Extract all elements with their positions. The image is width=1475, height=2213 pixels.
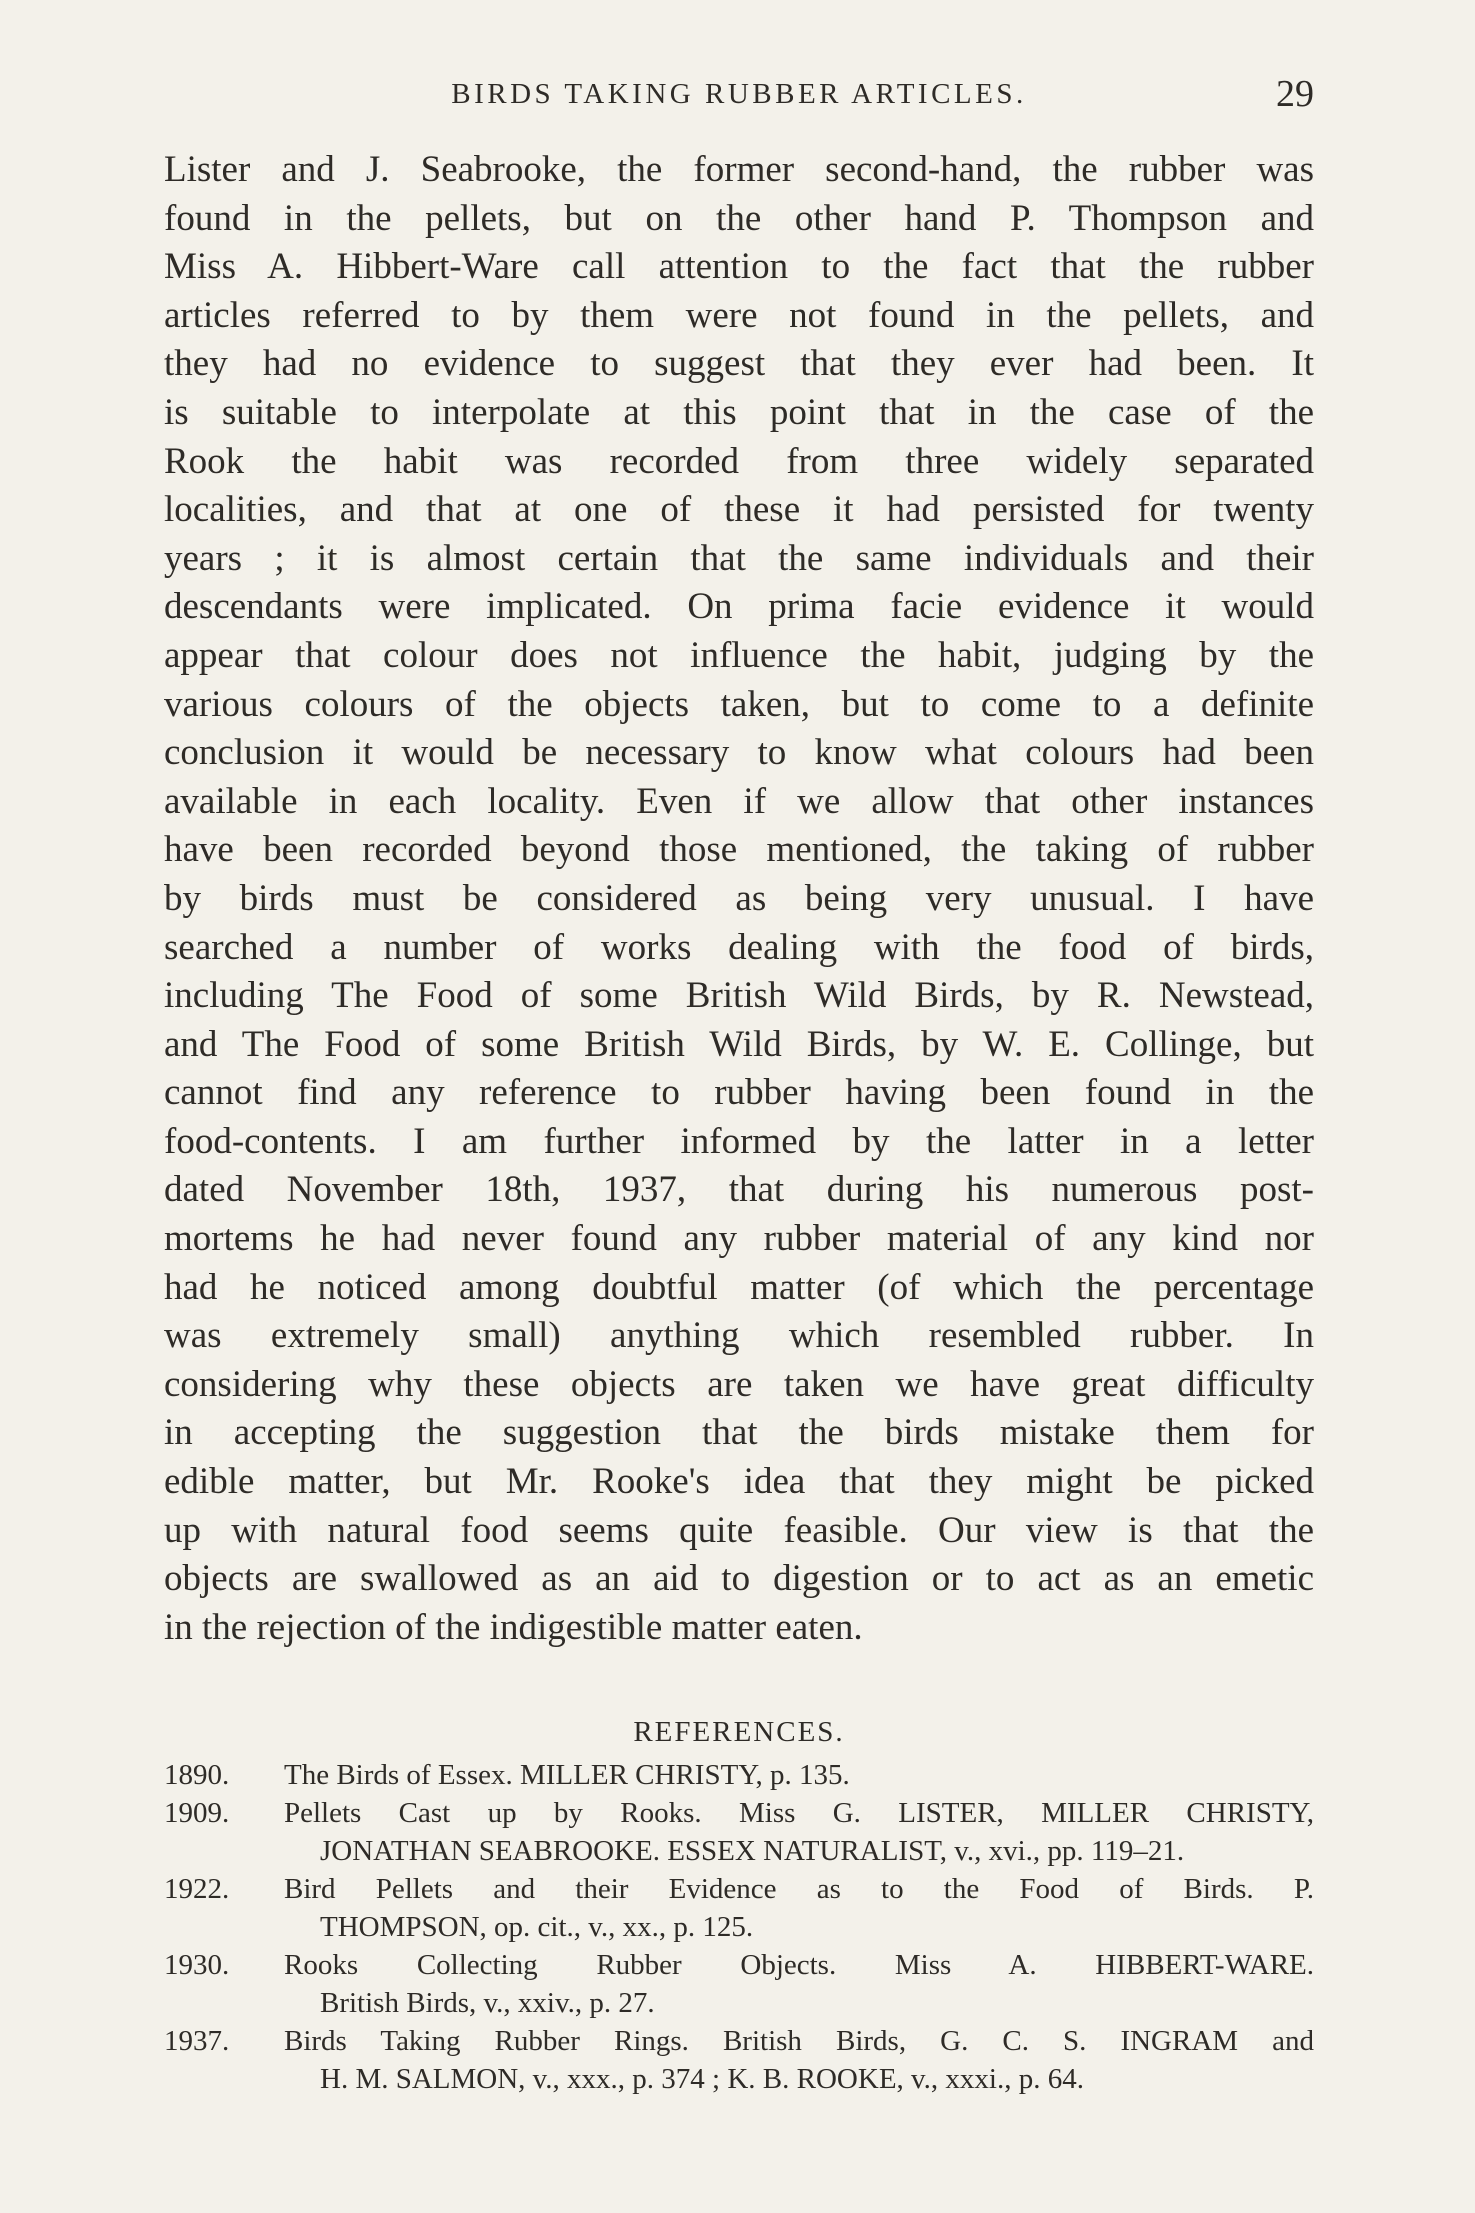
body-line: years ; it is almost certain that the same individuals and their [164, 537, 1314, 579]
body-line: considering why these objects are taken we have great difficulty [164, 1363, 1314, 1405]
reference-year: 1930. [164, 1949, 230, 1981]
reference-line: H. M. SALMON, v., xxx., p. 374 ; K. B. ROOKE, v., xxxi., p. 64. [320, 2063, 1084, 2095]
body-line: in accepting the suggestion that the birds mistake them for [164, 1412, 1314, 1454]
body-line: by birds must be considered as being very unusual. I have [164, 877, 1314, 919]
body-line: had he noticed among doubtful matter (of which the percentage [164, 1266, 1314, 1308]
body-line: Lister and J. Seabrooke, the former second-hand, the rubber was [164, 149, 1314, 190]
running-head [164, 72, 1314, 120]
page-number: 29 [1276, 73, 1314, 115]
reference-line: Rooks Collecting Rubber Objects. Miss A. HIBBERT-WARE. [284, 1949, 1314, 1981]
body-line: searched a number of works dealing with the food of birds, [164, 926, 1314, 968]
reference-line: Pellets Cast up by Rooks. Miss G. LISTER, MILLER CHRISTY, [284, 1797, 1314, 1829]
reference-line: JONATHAN SEABROOKE. ESSEX NATURALIST, v., xvi., pp. 119–21. [320, 1835, 1185, 1867]
body-line: found in the pellets, but on the other hand P. Thompson and [164, 197, 1314, 239]
body-line: have been recorded beyond those mentioned, the taking of rubber [164, 829, 1314, 871]
body-line: various colours of the objects taken, but to come to a definite [164, 683, 1314, 725]
body-paragraph [164, 146, 1314, 1652]
body-line: and The Food of some British Wild Birds, by W. E. Collinge, but [164, 1023, 1314, 1065]
reference-item [164, 1756, 1314, 1794]
reference-year: 1909. [164, 1797, 230, 1829]
body-line: is suitable to interpolate at this point that in the case of the [164, 391, 1314, 433]
references-heading: REFERENCES. [633, 1716, 845, 1748]
body-line: localities, and that at one of these it had persisted for twenty [164, 489, 1314, 531]
body-line: objects are swallowed as an aid to digestion or to act as an emetic [164, 1558, 1314, 1600]
reference-line: THOMPSON, op. cit., v., xx., p. 125. [320, 1911, 754, 1943]
body-line: including The Food of some British Wild Birds, by R. Newstead, [164, 975, 1314, 1017]
body-line: articles referred to by them were not found in the pellets, and [164, 294, 1314, 336]
body-line: up with natural food seems quite feasible. Our view is that the [164, 1509, 1314, 1551]
reference-item [164, 2022, 1314, 2098]
body-line: they had no evidence to suggest that they ever had been. It [164, 343, 1314, 385]
body-line: appear that colour does not influence the habit, judging by the [164, 634, 1314, 676]
reference-item [164, 1794, 1314, 1870]
running-title: BIRDS TAKING RUBBER ARTICLES. [451, 78, 1027, 110]
references-list [164, 1756, 1314, 2098]
body-line: cannot find any reference to rubber having been found in the [164, 1072, 1314, 1114]
reference-line: The Birds of Essex. MILLER CHRISTY, p. 135. [284, 1759, 850, 1791]
reference-year: 1937. [164, 2025, 230, 2057]
reference-year: 1890. [164, 1759, 230, 1791]
reference-line: Birds Taking Rubber Rings. British Birds, G. C. S. INGRAM and [284, 2025, 1314, 2057]
reference-line: British Birds, v., xxiv., p. 27. [320, 1987, 655, 2019]
reference-item [164, 1946, 1314, 2022]
reference-year: 1922. [164, 1873, 230, 1905]
reference-item [164, 1870, 1314, 1946]
body-line: in the rejection of the indigestible matter eaten. [164, 1606, 863, 1648]
body-line: available in each locality. Even if we allow that other instances [164, 780, 1314, 822]
body-line: was extremely small) anything which resembled rubber. In [164, 1315, 1314, 1357]
body-line: edible matter, but Mr. Rooke's idea that they might be picked [164, 1461, 1314, 1503]
body-line: food-contents. I am further informed by the latter in a letter [164, 1120, 1314, 1162]
body-line: dated November 18th, 1937, that during his numerous post- [164, 1169, 1314, 1211]
body-line: conclusion it would be necessary to know what colours had been [164, 732, 1314, 774]
body-line: Rook the habit was recorded from three widely separated [164, 440, 1314, 482]
body-line: Miss A. Hibbert-Ware call attention to the fact that the rubber [164, 246, 1314, 288]
body-line: mortems he had never found any rubber material of any kind nor [164, 1218, 1314, 1260]
reference-line: Bird Pellets and their Evidence as to the Food of Birds. P. [284, 1873, 1314, 1905]
body-line: descendants were implicated. On prima facie evidence it would [164, 586, 1314, 628]
